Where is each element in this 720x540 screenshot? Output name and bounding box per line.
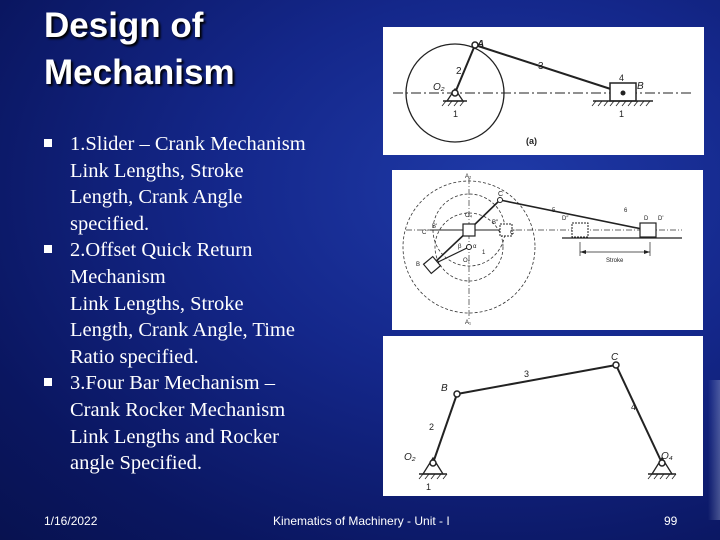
bullet-square-icon (44, 378, 52, 386)
label-ground-1: 1 (426, 482, 432, 492)
bullet-line: 2.Offset Quick Return (70, 239, 253, 262)
bullet-line: Length, Crank Angle (70, 186, 243, 209)
label-2: 2 (456, 66, 462, 77)
label-6: 6 (624, 208, 628, 214)
pin-o2 (467, 245, 472, 250)
pin-o2 (430, 460, 436, 466)
label-stroke: Stroke (606, 258, 624, 264)
label-c: C (498, 191, 504, 198)
bullet-line: Link Lengths and Rocker (70, 425, 279, 448)
label-c-prime: C' (510, 230, 516, 236)
quick-return-diagram (392, 170, 703, 330)
link-4 (616, 365, 662, 463)
slider-d-dpp (572, 223, 588, 237)
title-line-1: Design of (44, 6, 204, 45)
footer-center: Kinematics of Machinery - Unit - I (273, 514, 450, 528)
label-1: 1 (482, 250, 486, 256)
link-2 (433, 394, 457, 463)
label-a1: A₁ (465, 320, 472, 326)
label-beta: β (458, 244, 462, 250)
pin-c (498, 198, 503, 203)
bullet-list (42, 131, 362, 477)
bullet-line: angle Specified. (70, 452, 203, 475)
label-o2: O₂ (404, 452, 416, 463)
bullet-slider-crank (42, 131, 362, 237)
label-d-prime: D' (658, 216, 664, 222)
label-o4: O₄ (661, 451, 673, 462)
pin-b (621, 91, 626, 96)
pin-b (454, 391, 460, 397)
label-d: D (644, 216, 649, 222)
label-a2: A₂ (465, 174, 472, 180)
label-o2: O₂ (433, 82, 445, 93)
label-ground-2: 1 (619, 109, 625, 119)
label-o4: O₄ (465, 213, 473, 219)
label-c-double-prime: C″ (422, 230, 429, 236)
label-5: 5 (552, 208, 556, 214)
bullet-line: Ratio specified. (70, 345, 199, 368)
slider-crank-diagram (383, 27, 704, 155)
bullet-line: Length, Crank Angle, Time (70, 319, 295, 342)
label-alpha: α (473, 244, 477, 250)
quick-return-figure (392, 170, 703, 330)
footer-page-number: 99 (664, 514, 678, 528)
bullet-quick-return (42, 237, 362, 370)
bullet-line: Link Lengths, Stroke (70, 292, 244, 315)
bullet-line: 1.Slider – Crank Mechanism (70, 133, 306, 155)
bullet-line: 3.Four Bar Mechanism – (70, 372, 275, 395)
label-ground-1: 1 (453, 109, 459, 119)
label-4: 4 (631, 402, 637, 412)
label-b-prime: B' (432, 224, 438, 230)
slider-d (640, 223, 656, 237)
bullet-four-bar (42, 370, 362, 476)
ground-hatching (419, 474, 676, 479)
figure-caption: (a) (526, 136, 537, 146)
label-4: 4 (619, 73, 625, 83)
bullet-square-icon (44, 139, 52, 147)
label-2: 2 (429, 422, 435, 432)
label-b: B (441, 383, 448, 394)
slider-crank-figure (383, 27, 704, 155)
bullet-line: Link Lengths, Stroke (70, 159, 244, 182)
link-3 (457, 365, 616, 394)
footer-date: 1/16/2022 (44, 514, 98, 528)
label-b: B (416, 262, 421, 268)
bullet-square-icon (44, 245, 52, 253)
title-line-2: Mechanism (44, 53, 235, 92)
slide-title (44, 2, 364, 96)
bullet-line: Mechanism (70, 265, 166, 288)
label-a: A (477, 39, 485, 50)
bullet-line: specified. (70, 212, 150, 235)
label-b-double-prime: B″ (492, 220, 499, 226)
label-c: C (611, 352, 619, 363)
four-bar-figure (383, 336, 703, 496)
decorative-edge (708, 380, 720, 520)
pivot-o4 (463, 224, 475, 236)
pin-o2 (452, 90, 458, 96)
label-o2: O₂ (463, 258, 470, 264)
label-3: 3 (538, 61, 544, 72)
bullet-line: Crank Rocker Mechanism (70, 398, 286, 421)
label-d-double-prime: D″ (562, 216, 569, 222)
label-b: B (637, 81, 644, 92)
label-3: 3 (524, 369, 530, 379)
four-bar-diagram (383, 336, 703, 496)
